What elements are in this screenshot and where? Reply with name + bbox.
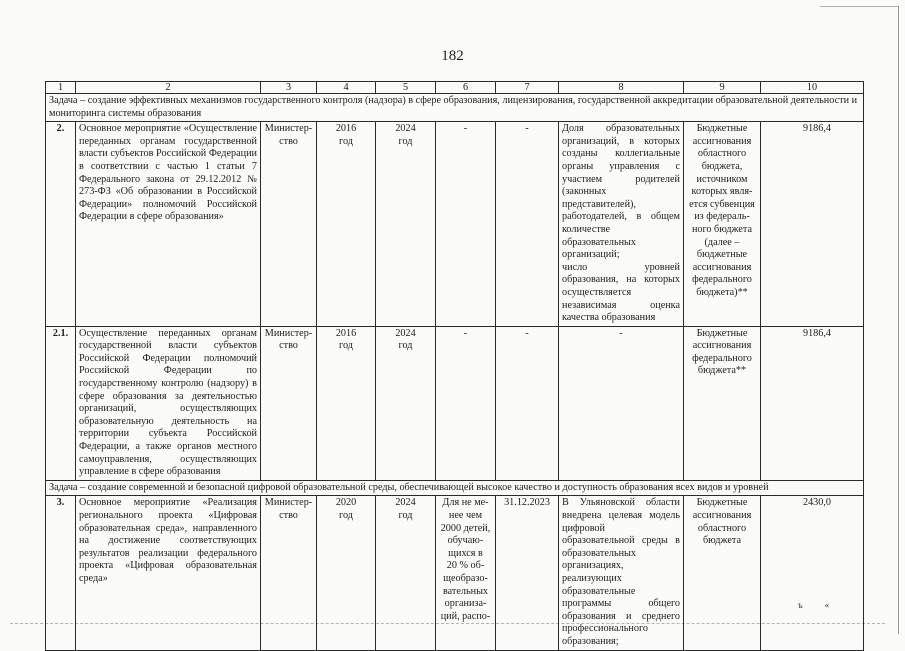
start-year: 2020 год (317, 496, 376, 650)
executor: Министер- ство (261, 122, 317, 327)
measure-name: Основное мероприятие «Реализация регионального проекта «Цифровая образовательная среда», направленного на достижение соответствующих результатов реализации федерального проекта «Цифровая образовательная среда» (76, 496, 261, 650)
col-header: 10 (761, 82, 864, 94)
target-indicator: - (436, 122, 496, 327)
col-header: 8 (559, 82, 684, 94)
table-row (46, 122, 864, 327)
funding-source: Бюджетные ассигнования областного бюджета, источником которых явля- ется субвенция из федераль- ного бюджета (далее – бюджетные ассигнования федерального бюджета)** (684, 122, 761, 327)
task-row (46, 480, 864, 496)
result-indicator: Доля образовательных организаций, в которых созданы коллегиальные органы управления с участием родителей (законных представителей), работодателей, в общем количестве образовательных организаций; число уровней образования, на которых осуществляется независимая оценка качества образования (559, 122, 684, 327)
table-row (46, 496, 864, 650)
executor: Министер- ство (261, 496, 317, 650)
task-row (46, 94, 864, 122)
deadline: - (496, 326, 559, 480)
col-header: 2 (76, 82, 261, 94)
task-text: Задача – создание эффективных механизмов государственного контроля (надзора) в сфере образования, лицензирования, государственной аккредитации образовательной деятельности и мониторинга системы образования (46, 94, 864, 122)
table-row (46, 326, 864, 480)
funding-source: Бюджетные ассигнования федерального бюджета** (684, 326, 761, 480)
col-header: 7 (496, 82, 559, 94)
footer-mark: ъ (798, 600, 825, 610)
header-row (46, 82, 864, 94)
col-header: 9 (684, 82, 761, 94)
measure-name: Основное мероприятие «Осуществление переданных органам государственной власти субъектов Российской Федерации в соответствии с частью 1 статьи 7 Федерального закона от 29.12.2012 № 273-ФЗ «Об образовании в Российской Федерации» полномочий Российской Федерации в сфере образования» (76, 122, 261, 327)
col-header: 1 (46, 82, 76, 94)
footer-mark: « (824, 600, 852, 610)
result-indicator: - (559, 326, 684, 480)
end-year: 2024 год (376, 496, 436, 650)
row-number: 2.1. (46, 326, 76, 480)
target-indicator: Для не ме- нее чем 2000 детей, обучаю- щихся в 20 % об- щеобразо- вательных организа- ций, распо- (436, 496, 496, 650)
end-year: 2024 год (376, 326, 436, 480)
start-year: 2016 год (317, 326, 376, 480)
row-number: 2. (46, 122, 76, 327)
page-border-top (820, 6, 899, 7)
task-text: Задача – создание современной и безопасной цифровой образовательной среды, обеспечивающей высокое качество и доступность образования всех видов и уровней (46, 480, 864, 496)
deadline: - (496, 122, 559, 327)
funding-source: Бюджетные ассигнования областного бюджета (684, 496, 761, 650)
target-indicator: - (436, 326, 496, 480)
col-header: 4 (317, 82, 376, 94)
deadline: 31.12.2023 (496, 496, 559, 650)
funding-amount: 2430,0 (761, 496, 864, 650)
col-header: 5 (376, 82, 436, 94)
footer-marks (798, 600, 851, 610)
measure-name: Осуществление переданных органам государственной власти субъектов Российской Федерации полномочий Российской Федерации по государственному контролю (надзору) в сфере образования за деятельностью организаций, осуществляющих образовательную деятельность на территории субъекта Российской Федерации, а также органов местного самоуправления, осуществляющих управление в сфере образования (76, 326, 261, 480)
page-number: 182 (441, 48, 464, 64)
end-year: 2024 год (376, 122, 436, 327)
program-table (45, 81, 864, 651)
page-border-right (898, 6, 899, 634)
col-header: 6 (436, 82, 496, 94)
col-header: 3 (261, 82, 317, 94)
result-indicator: В Ульяновской области внедрена целевая модель цифровой образовательной среды в образовательных организациях, реализующих образовательные программы общего образования и среднего профессионального образования; (559, 496, 684, 650)
funding-amount: 9186,4 (761, 122, 864, 327)
start-year: 2016 год (317, 122, 376, 327)
funding-amount: 9186,4 (761, 326, 864, 480)
row-number: 3. (46, 496, 76, 650)
executor: Министер- ство (261, 326, 317, 480)
